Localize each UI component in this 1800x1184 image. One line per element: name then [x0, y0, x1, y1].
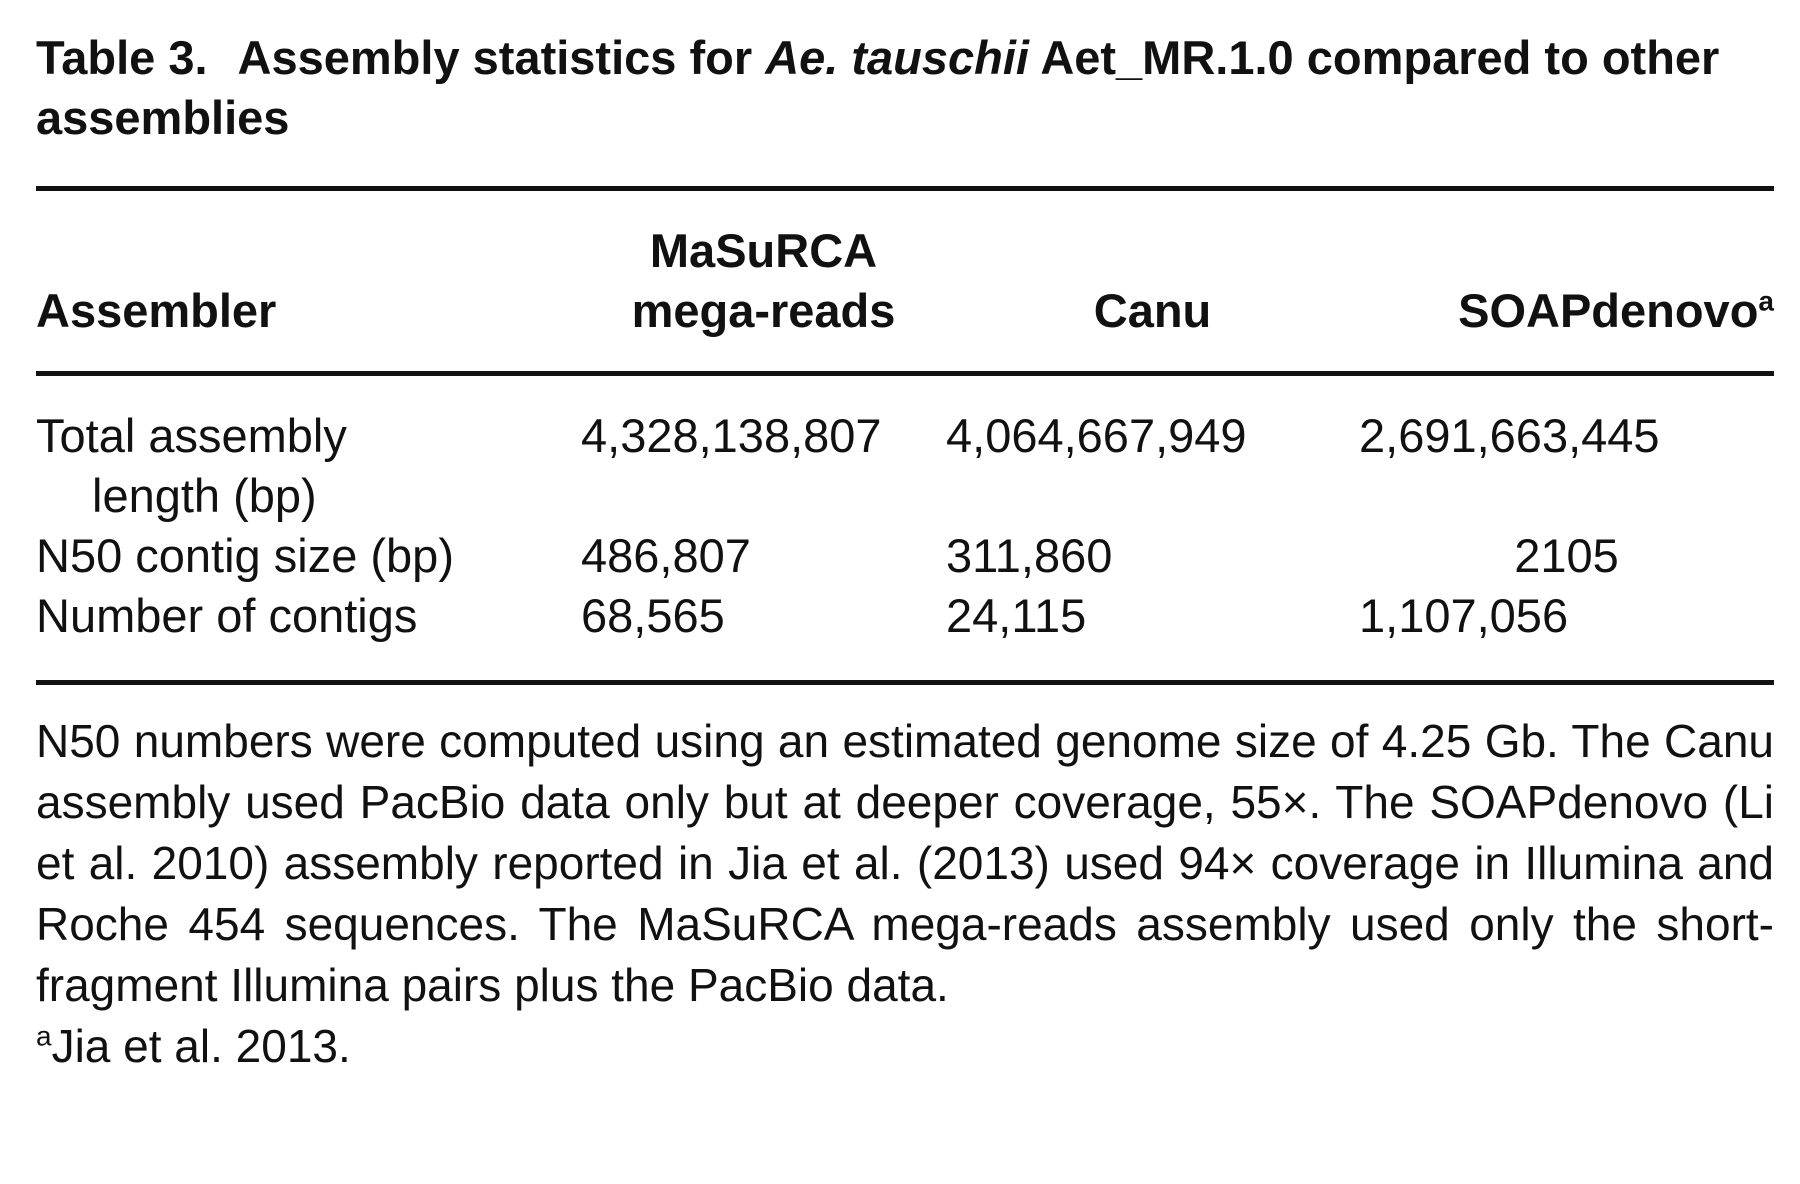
- row-label-n50: N50 contig size (bp): [36, 529, 454, 582]
- table-footnote: [36, 1016, 1774, 1077]
- table-caption: [36, 28, 1774, 148]
- cell-masurca-total-length: 4,328,138,807: [581, 409, 882, 462]
- cell-soapdenovo-n50: 2105: [1514, 529, 1619, 582]
- header-assembler: Assembler: [36, 284, 277, 337]
- header-soapdenovo: [1359, 191, 1774, 341]
- row-label-contigs: Number of contigs: [36, 589, 418, 642]
- cell-canu-total-length: 4,064,667,949: [946, 409, 1247, 462]
- table-notes: N50 numbers were computed using an estimated genome size of 4.25 Gb. The Canu assembly used PacBio data only but at deeper coverage, 55×. The SOAPdenovo (Li et al. 2010) assembly reported in Jia et al. (2013) used 94× coverage in Illumina and Roche 454 sequences. The MaSuRCA mega-reads assembly used only the short-fragment Illumina pairs plus the PacBio data.: [36, 715, 1774, 1011]
- statistics-table: [36, 191, 1774, 646]
- table-figure: [36, 28, 1774, 1077]
- header-masurca-line2: mega-reads: [631, 284, 896, 337]
- caption-text-end: Aet_MR.1.0 compared to other assemblies: [36, 31, 1720, 144]
- table-row: [36, 586, 1774, 646]
- header-soapdenovo-text: SOAPdenovo: [1458, 284, 1759, 337]
- species-name: Ae. tauschii: [765, 31, 1029, 84]
- header-row: [36, 191, 1774, 341]
- header-masurca: [581, 191, 946, 341]
- header-soapdenovo-footnote-marker: a: [1758, 285, 1774, 317]
- header-masurca-line1: MaSuRCA: [649, 224, 878, 277]
- row-label-line2: length (bp): [92, 469, 317, 522]
- cell-canu-n50: 311,860: [946, 529, 1113, 582]
- row-label-line1: Total assembly: [36, 409, 347, 462]
- bottom-rule: [36, 680, 1774, 685]
- footnote-text: Jia et al. 2013.: [51, 1020, 351, 1072]
- cell-masurca-n50: 486,807: [581, 529, 751, 582]
- table-row: [36, 526, 1774, 586]
- caption-text-start: Assembly statistics for: [237, 31, 766, 84]
- cell-soapdenovo-total-length: 2,691,663,445: [1359, 409, 1660, 462]
- header-canu: Canu: [1093, 284, 1212, 337]
- cell-soapdenovo-contigs: 1,107,056: [1359, 589, 1569, 642]
- cell-canu-contigs: 24,115: [946, 589, 1087, 642]
- table-row: [36, 376, 1774, 526]
- table-number: Table 3.: [36, 31, 208, 84]
- cell-masurca-contigs: 68,565: [581, 589, 725, 642]
- footnote-marker: a: [36, 1020, 52, 1052]
- row-label-total-length: [36, 376, 581, 526]
